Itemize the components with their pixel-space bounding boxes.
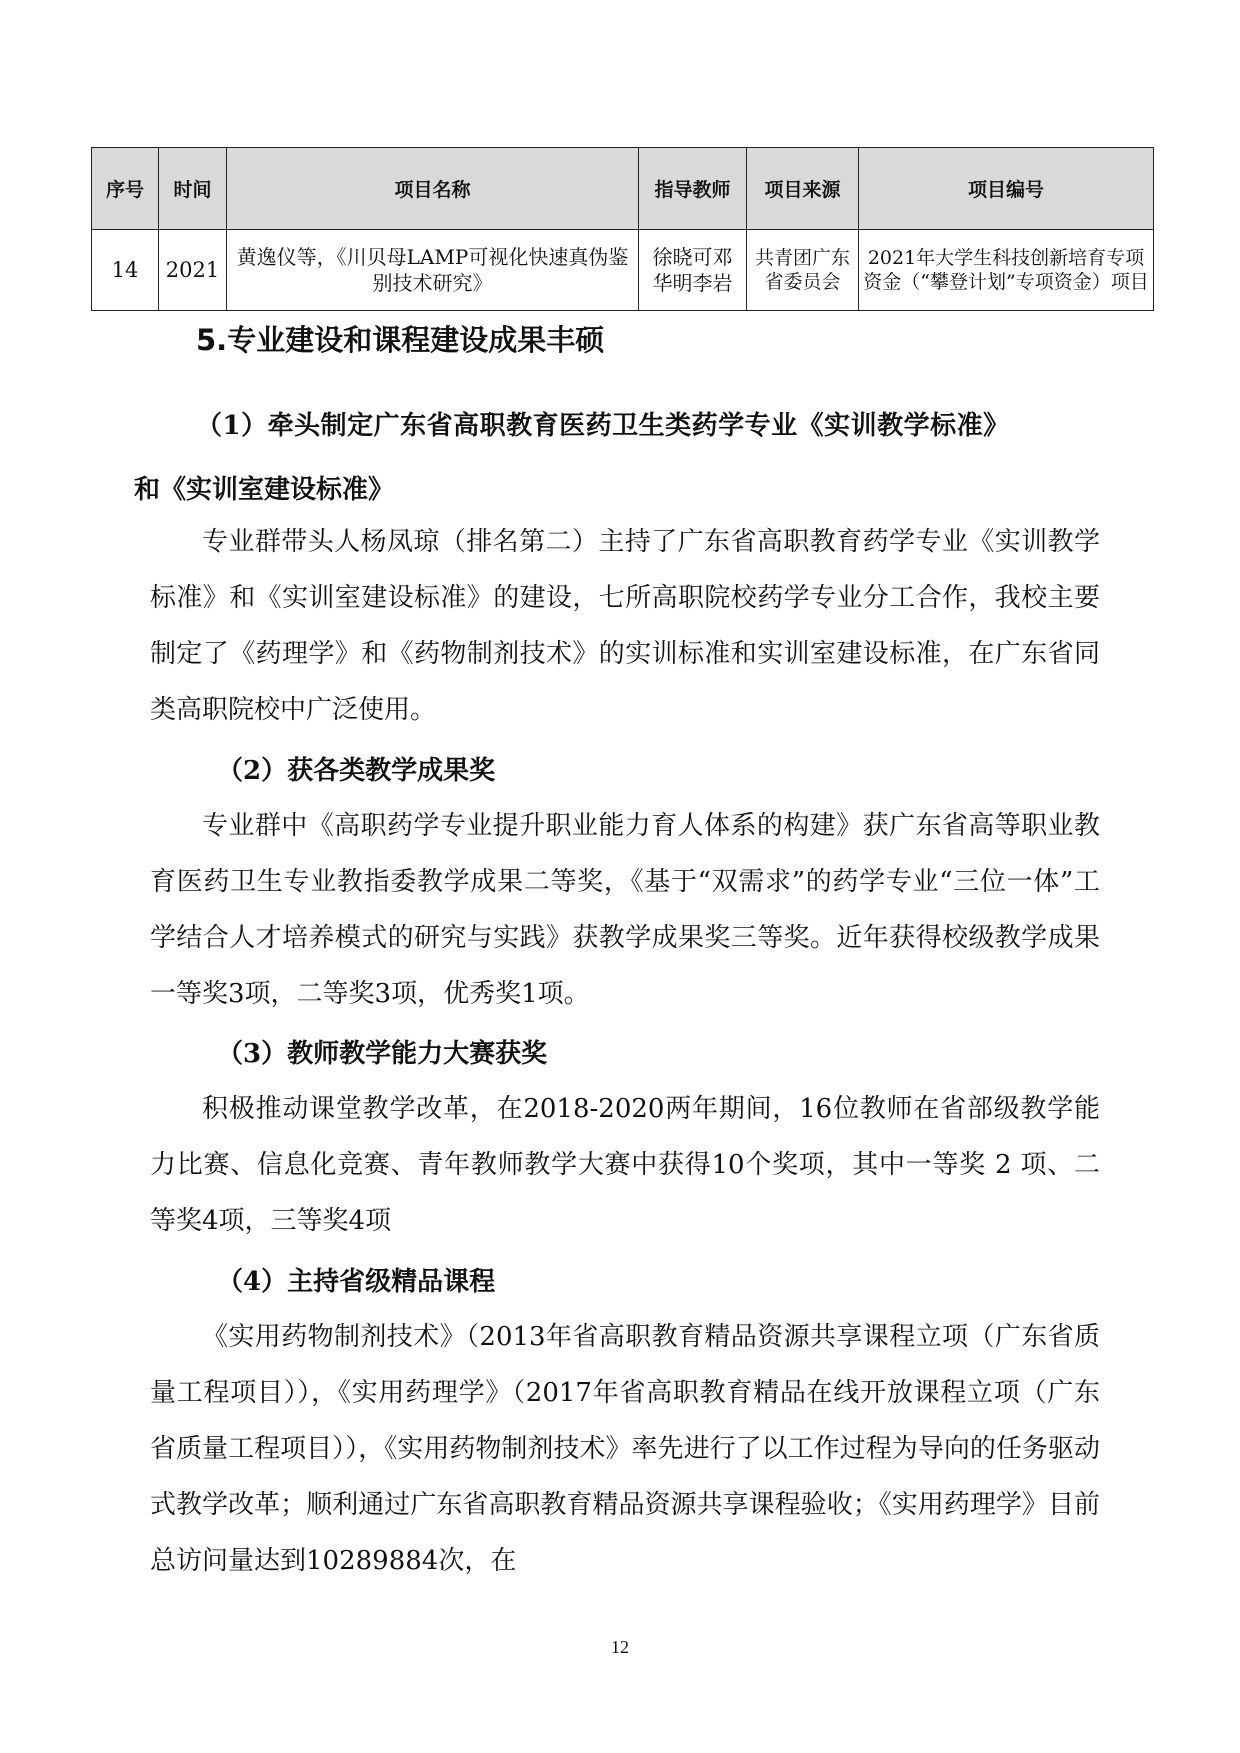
subsection-1-title-line2: 和《实训室建设标准》 [134, 475, 395, 505]
cell-source: 共青团广东省委员会 [747, 230, 859, 311]
table-row [92, 230, 1154, 311]
paragraph-4: 《实用药物制剂技术》（2013年省高职教育精品资源共享课程立项（广东省质量工程项目）），《实用药理学》（2017年省高职教育精品在线开放课程立项（广东省质量工程项目）），《实用药物制剂技术》率先进行了以工作过程为导向的任务驱动式教学改革；顺利通过广东省高职教育精品资源共享课程验收；《实用药理学》目前总访问量达到10289884次，在 [150, 1322, 1100, 1576]
subsection-2-title: （2）获各类教学成果奖 [217, 756, 496, 786]
cell-year: 2021 [159, 230, 227, 311]
cell-code: 2021年大学生科技创新培育专项资金（“攀登计划”专项资金）项目 [859, 230, 1154, 311]
cell-teacher: 徐晓可邓华明李岩 [639, 230, 747, 311]
cell-project-name: 黄逸仪等，《川贝母LAMP可视化快速真伪鉴别技术研究》 [227, 230, 639, 311]
section-title: 5.专业建设和课程建设成果丰硕 [196, 323, 605, 357]
table-header-row [92, 148, 1154, 230]
subsection-3-title: （3）教师教学能力大赛获奖 [217, 1039, 548, 1069]
header-project-name: 项目名称 [227, 148, 639, 230]
header-no: 序号 [92, 148, 159, 230]
page-number: 12 [611, 1637, 629, 1657]
header-year: 时间 [159, 148, 227, 230]
paragraph-2: 专业群中《高职药学专业提升职业能力育人体系的构建》获广东省高等职业教育医药卫生专业教指委教学成果二等奖，《基于“双需求”的药学专业“三位一体”工学结合人才培养模式的研究与实践》获教学成果奖三等奖。近年获得校级教学成果一等奖3项，二等奖3项，优秀奖1项。 [150, 811, 1100, 1009]
header-source: 项目来源 [747, 148, 859, 230]
subsection-1-title-line1: （1）牵头制定广东省高职教育医药卫生类药学专业《实训教学标准》 [196, 411, 1010, 441]
subsection-4-title: （4）主持省级精品课程 [217, 1267, 496, 1297]
paragraph-3: 积极推动课堂教学改革，在2018-2020两年期间，16位教师在省部级教学能力比赛、信息化竞赛、青年教师教学大赛中获得10个奖项，其中一等奖 2 项、二等奖4项，三等奖4项 [150, 1094, 1100, 1236]
cell-no: 14 [92, 230, 159, 311]
project-table [91, 147, 1154, 311]
header-teacher: 指导教师 [639, 148, 747, 230]
header-code: 项目编号 [859, 148, 1154, 230]
paragraph-1: 专业群带头人杨凤琼（排名第二）主持了广东省高职教育药学专业《实训教学标准》和《实训室建设标准》的建设，七所高职院校药学专业分工合作，我校主要制定了《药理学》和《药物制剂技术》的实训标准和实训室建设标准，在广东省同类高职院校中广泛使用。 [150, 527, 1100, 725]
